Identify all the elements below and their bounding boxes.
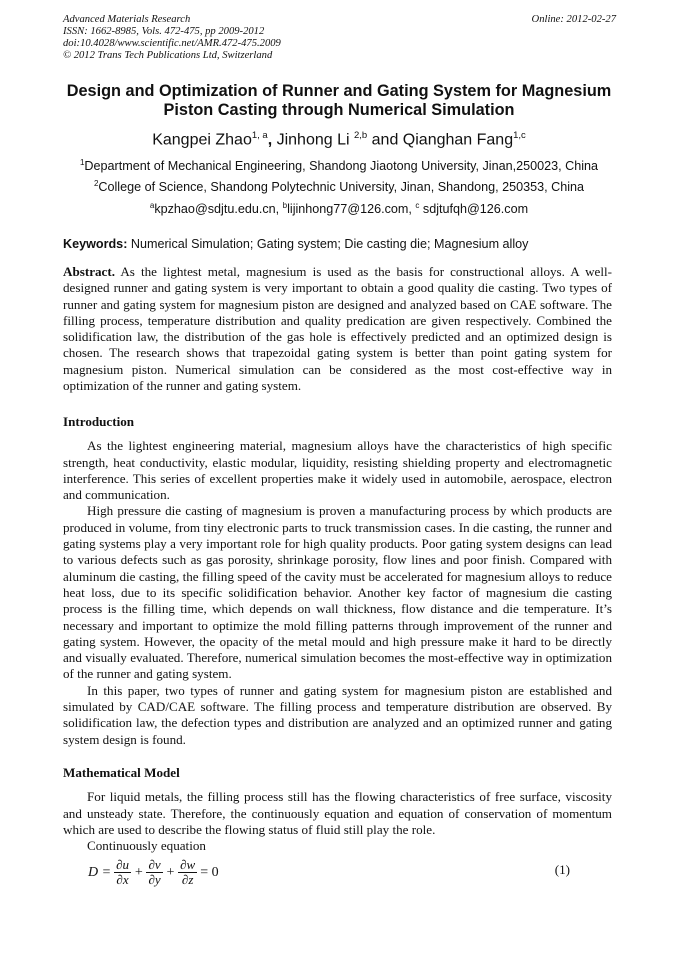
section-heading: Mathematical Model xyxy=(63,765,180,780)
denominator: ∂z xyxy=(181,872,194,887)
denominator: ∂x xyxy=(116,872,129,887)
abstract-label: Abstract. xyxy=(63,264,115,279)
author-sep: and xyxy=(367,131,403,149)
keywords-text: Numerical Simulation; Gating system; Die casting die; Magnesium alloy xyxy=(127,237,529,251)
introduction-section xyxy=(63,414,612,748)
email-sup: a xyxy=(149,201,155,210)
paragraph: For liquid metals, the filling process still has the flowing characteristics of free surface, viscosity and unsteady state. Therefore, the continuously equation and equation of conservation of momentum which are used to describe the flowing status of fluid still play the role. xyxy=(63,789,612,837)
emails xyxy=(0,201,678,216)
authors xyxy=(0,130,678,149)
doi-link[interactable]: doi:10.4028/www.scientific.net/AMR.472-475.2009 xyxy=(63,38,281,49)
affiliation-1 xyxy=(0,158,678,173)
aff-sup: 1 xyxy=(79,158,85,167)
numerator: ∂v xyxy=(148,857,161,872)
email-sup: c xyxy=(415,201,420,210)
aff-sup: 2 xyxy=(93,179,99,188)
paragraph: High pressure die casting of magnesium is proven a manufacturing process by which products are produced in volume, from tiny electronic parts to truck transmission cases. In die casting, the runner and gating systems play a very important role for high quality products. Poor gating system designs can lead to various defects such as gas porosity, shrinkage porosity, flow lines and poor finish. Compared with aluminum die casting, the filling speed of the cavity must be accelerated for magnesium alloys to reduce heat loss, due to its specific solidification behavior. Another key factor of magnesium die casting process is the filling time, which depends on wall thickness, flow distance and die temperature. It’s necessary and important to optimize the mold filling patterns through improvement of the runner and gating system. However, the opacity of the metal mould and high pressure make it hard to be directly and visually evaluated. Therefore, numerical simulation becomes the most-effective way in optimization of the runner and gating system. xyxy=(63,503,612,682)
online-date: Online: 2012-02-27 xyxy=(531,14,616,25)
email-sup: b xyxy=(282,201,288,210)
paper-title: Design and Optimization of Runner and Gating System for Magnesium Piston Casting through Numerical Simulation xyxy=(66,82,612,119)
author-sup: 1,c xyxy=(513,130,526,141)
paragraph: As the lightest engineering material, magnesium alloys have the characteristics of high specific strength, heat conductivity, elastic modular, liquidity, resisting shielding property and electromagnetic interference. This series of excellent properties make it widely used in automobile, aerospace, electron and communication. xyxy=(63,438,612,503)
plus: + xyxy=(165,864,176,880)
eq-rhs: = 0 xyxy=(200,864,219,880)
fraction xyxy=(114,858,131,887)
email[interactable]: sdjtufqh@126.com xyxy=(419,202,529,217)
author-sep: , xyxy=(267,131,277,149)
fraction xyxy=(178,858,197,887)
numerator: ∂w xyxy=(180,857,196,872)
journal-header xyxy=(63,14,281,62)
plus: + xyxy=(134,864,144,880)
author-sup: 1, a xyxy=(251,130,268,141)
aff-text: College of Science, Shandong Polytechnic University, Jinan, Shandong, 250353, China xyxy=(98,180,585,195)
section-heading: Introduction xyxy=(63,414,135,429)
journal-name: Advanced Materials Research xyxy=(63,14,191,25)
email[interactable]: kpzhao@sdjtu.edu.cn, xyxy=(154,202,283,217)
copyright: © 2012 Trans Tech Publications Ltd, Switzerland xyxy=(63,50,273,61)
eq-lhs: D = xyxy=(88,864,112,880)
abstract-text: As the lightest metal, magnesium is used as the basis for constructional alloys. A well-designed runner and gating system is very important to obtain a good quality die casting. Two types of runner and gating system for magnesium piston are designed and analyzed based on CAE software. The filling process, temperature distribution and quality predication are given respectively. Combined the solidification law, the distribution of the gas hole is effectively predicted and an optimized design is chosen. The research shows that trapezoidal gating system is better than point gating system for magnesium piston. Numerical simulation can be considered as the most cost-effective way in optimization of the runner and gating system. xyxy=(63,264,612,394)
issn: ISSN: 1662-8985, Vols. 472-475, pp 2009-2012 xyxy=(63,26,265,37)
abstract xyxy=(63,264,612,394)
equation-number: (1) xyxy=(554,862,570,877)
denominator: ∂y xyxy=(148,872,161,887)
keywords xyxy=(63,237,528,251)
author-name: Kangpei Zhao xyxy=(152,131,252,149)
numerator: ∂u xyxy=(116,857,129,872)
affiliation-2 xyxy=(0,179,678,194)
author-sup: 2,b xyxy=(353,130,368,141)
fraction xyxy=(146,858,162,887)
author-name: Qianghan Fang xyxy=(402,131,514,149)
equation-1 xyxy=(88,858,219,887)
aff-text: Department of Mechanical Engineering, Shandong Jiaotong University, Jinan,250023, China xyxy=(84,159,599,174)
equation-label: Continuously equation xyxy=(87,838,206,854)
model-section xyxy=(63,765,612,854)
paragraph: In this paper, two types of runner and gating system for magnesium piston are established and simulated by CAD/CAE software. The filling process and temperature distribution are observed. By solidification law, the defection types and distribution are analyzed and an optimized runner and gating system design is found. xyxy=(63,682,612,747)
author-name: Jinhong Li xyxy=(276,131,354,149)
email[interactable]: lijinhong77@126.com, xyxy=(287,202,416,217)
keywords-label: Keywords: xyxy=(63,237,128,251)
